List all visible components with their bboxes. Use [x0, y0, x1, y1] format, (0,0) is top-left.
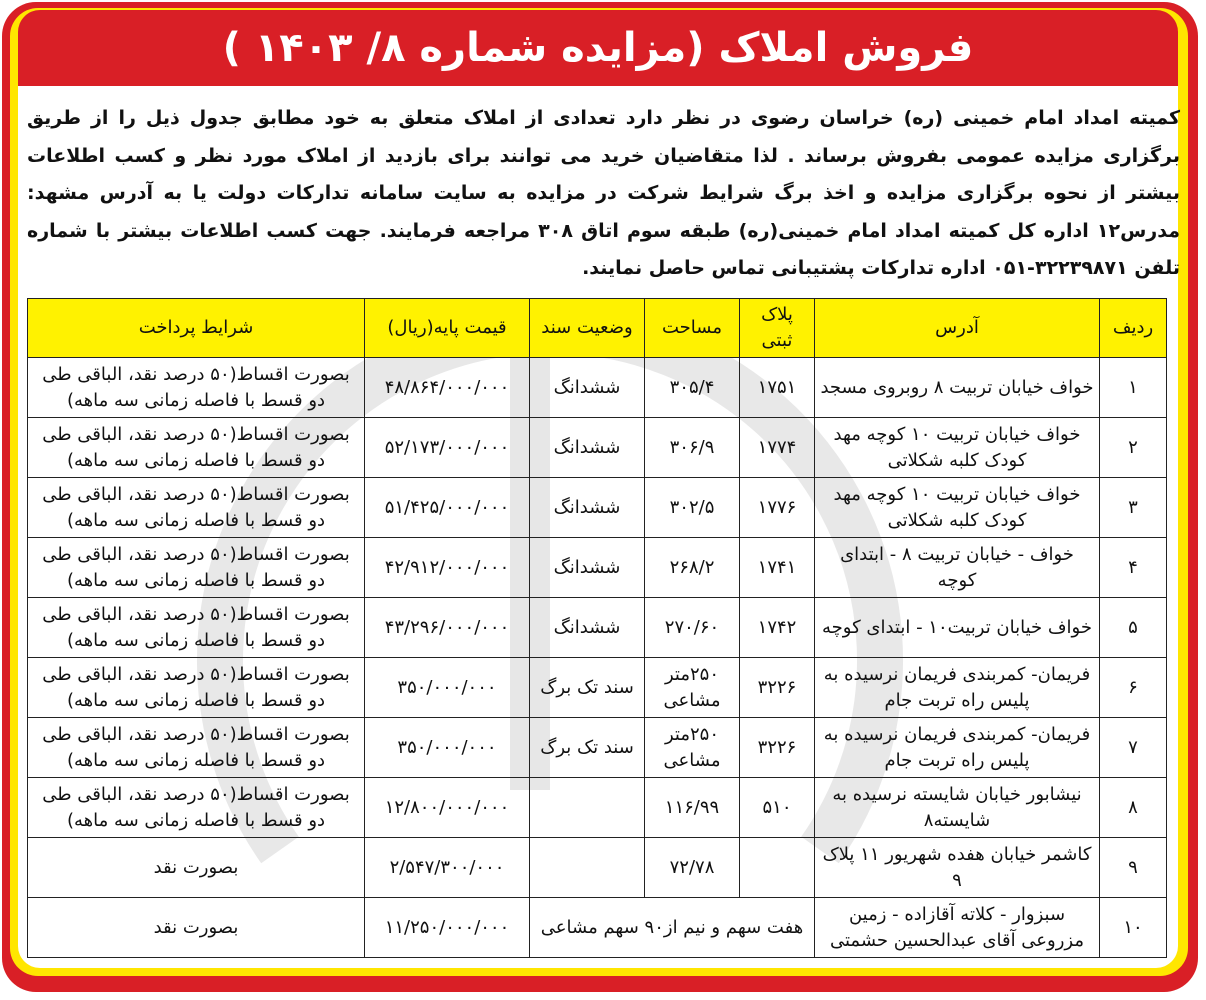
cell-base-price: ۱۱/۲۵۰/۰۰۰/۰۰۰	[365, 898, 530, 958]
cell-row-number: ۱	[1100, 358, 1167, 418]
header-base-price: قیمت پایه(ریال)	[365, 299, 530, 358]
cell-base-price: ۵۱/۴۲۵/۰۰۰/۰۰۰	[365, 478, 530, 538]
table-row	[28, 418, 1167, 478]
cell-address: خواف خیابان تربیت ۱۰ کوچه مهد کودک کلبه شکلاتی	[815, 478, 1100, 538]
cell-address: نیشابور خیابان شایسته نرسیده به شایسته۸	[815, 778, 1100, 838]
cell-base-price: ۱۲/۸۰۰/۰۰۰/۰۰۰	[365, 778, 530, 838]
cell-doc-status: ششدانگ	[530, 598, 645, 658]
table-row	[28, 718, 1167, 778]
title-banner	[18, 10, 1178, 86]
cell-plak: ۳۲۲۶	[740, 658, 815, 718]
cell-base-price: ۲/۵۴۷/۳۰۰/۰۰۰	[365, 838, 530, 898]
cell-address: خواف خیابان تربیت ۱۰ کوچه مهد کودک کلبه شکلاتی	[815, 418, 1100, 478]
cell-doc-status: ششدانگ	[530, 358, 645, 418]
page-title: فروش املاک (مزایده شماره ۸/ ۱۴۰۳ )	[222, 25, 974, 71]
cell-plak: ۳۲۲۶	[740, 718, 815, 778]
table-row	[28, 538, 1167, 598]
cell-address: خواف خیابان تربیت۱۰ - ابتدای کوچه	[815, 598, 1100, 658]
cell-doc-status: سند تک برگ	[530, 718, 645, 778]
cell-base-price: ۳۵۰/۰۰۰/۰۰۰	[365, 718, 530, 778]
table-row	[28, 358, 1167, 418]
merged-cell: هفت سهم و نیم از۹۰ سهم مشاعی	[530, 898, 815, 958]
cell-address: فریمان- کمربندی فریمان نرسیده به پلیس راه تربت جام	[815, 658, 1100, 718]
cell-doc-status: ششدانگ	[530, 538, 645, 598]
cell-area: ۱۱۶/۹۹	[645, 778, 740, 838]
table-row	[28, 478, 1167, 538]
cell-doc-status: ششدانگ	[530, 418, 645, 478]
properties-table	[27, 298, 1167, 958]
header-plak: پلاک ثبتی	[740, 299, 815, 358]
cell-payment-terms: بصورت اقساط(۵۰ درصد نقد، الباقی طی دو قسط با فاصله زمانی سه ماهه)	[28, 538, 365, 598]
cell-payment-terms: بصورت اقساط(۵۰ درصد نقد، الباقی طی دو قسط با فاصله زمانی سه ماهه)	[28, 598, 365, 658]
cell-payment-terms: بصورت اقساط(۵۰ درصد نقد، الباقی طی دو قسط با فاصله زمانی سه ماهه)	[28, 778, 365, 838]
cell-doc-status	[530, 778, 645, 838]
cell-area: ۳۰۶/۹	[645, 418, 740, 478]
cell-doc-status: سند تک برگ	[530, 658, 645, 718]
intro-paragraph: کمیته امداد امام خمینی (ره) خراسان رضوی در نظر دارد تعدادی از املاک متعلق به خود مطابق جدول ذیل را از طریق برگزاری مزایده عمومی بفروش برساند . لذا متقاضیان خرید می توانند برای بازدید از املاک مورد نظر و کسب اطلاعات بیشتر از نحوه برگزاری مزایده و اخذ برگ شرایط شرکت در مزایده به سایت سامانه تدارکات دولت یا به آدرس مشهد: مدرس۱۲ اداره کل کمیته امداد امام خمینی(ره) طبقه سوم اتاق ۳۰۸ مراجعه فرمایند. جهت کسب اطلاعات بیشتر با شماره تلفن ۳۲۲۳۹۸۷۱-۰۵۱ اداره تدارکات پشتیبانی تماس حاصل نمایند.	[27, 107, 1180, 279]
cell-payment-terms: بصورت اقساط(۵۰ درصد نقد، الباقی طی دو قسط با فاصله زمانی سه ماهه)	[28, 358, 365, 418]
cell-row-number: ۶	[1100, 658, 1167, 718]
cell-plak: ۱۷۵۱	[740, 358, 815, 418]
cell-payment-terms: بصورت اقساط(۵۰ درصد نقد، الباقی طی دو قسط با فاصله زمانی سه ماهه)	[28, 418, 365, 478]
cell-plak: ۱۷۷۶	[740, 478, 815, 538]
cell-address: کاشمر خیابان هفده شهریور ۱۱ پلاک ۹	[815, 838, 1100, 898]
cell-area: ۷۲/۷۸	[645, 838, 740, 898]
cell-row-number: ۱۰	[1100, 898, 1167, 958]
cell-row-number: ۴	[1100, 538, 1167, 598]
cell-payment-terms: بصورت اقساط(۵۰ درصد نقد، الباقی طی دو قسط با فاصله زمانی سه ماهه)	[28, 718, 365, 778]
cell-doc-status: ششدانگ	[530, 478, 645, 538]
cell-plak: ۵۱۰	[740, 778, 815, 838]
cell-plak: ۱۷۴۱	[740, 538, 815, 598]
cell-base-price: ۴۸/۸۶۴/۰۰۰/۰۰۰	[365, 358, 530, 418]
header-doc-status: وضعیت سند	[530, 299, 645, 358]
cell-area: ۲۵۰متر مشاعی	[645, 718, 740, 778]
table-row	[28, 598, 1167, 658]
cell-row-number: ۷	[1100, 718, 1167, 778]
cell-row-number: ۲	[1100, 418, 1167, 478]
table-row	[28, 898, 1167, 958]
cell-area: ۲۷۰/۶۰	[645, 598, 740, 658]
header-address: آدرس	[815, 299, 1100, 358]
table-row	[28, 838, 1167, 898]
cell-address: خواف - خیابان تربیت ۸ - ابتدای کوچه	[815, 538, 1100, 598]
cell-address: خواف خیابان تربیت ۸ روبروی مسجد	[815, 358, 1100, 418]
cell-area: ۲۶۸/۲	[645, 538, 740, 598]
cell-plak	[740, 838, 815, 898]
cell-address: فریمان- کمربندی فریمان نرسیده به پلیس راه تربت جام	[815, 718, 1100, 778]
cell-payment-terms: بصورت اقساط(۵۰ درصد نقد، الباقی طی دو قسط با فاصله زمانی سه ماهه)	[28, 478, 365, 538]
cell-row-number: ۳	[1100, 478, 1167, 538]
cell-row-number: ۹	[1100, 838, 1167, 898]
cell-base-price: ۵۲/۱۷۳/۰۰۰/۰۰۰	[365, 418, 530, 478]
cell-base-price: ۴۳/۲۹۶/۰۰۰/۰۰۰	[365, 598, 530, 658]
table-row	[28, 658, 1167, 718]
cell-plak: ۱۷۷۴	[740, 418, 815, 478]
cell-payment-terms: بصورت نقد	[28, 898, 365, 958]
cell-base-price: ۴۲/۹۱۲/۰۰۰/۰۰۰	[365, 538, 530, 598]
cell-payment-terms: بصورت اقساط(۵۰ درصد نقد، الباقی طی دو قسط با فاصله زمانی سه ماهه)	[28, 658, 365, 718]
cell-payment-terms: بصورت نقد	[28, 838, 365, 898]
cell-doc-status	[530, 838, 645, 898]
cell-row-number: ۵	[1100, 598, 1167, 658]
header-area: مساحت	[645, 299, 740, 358]
header-payment-terms: شرایط پرداخت	[28, 299, 365, 358]
cell-address: سبزوار - کلاته آقازاده - زمین مزروعی آقای عبدالحسین حشمتی	[815, 898, 1100, 958]
header-radif: ردیف	[1100, 299, 1167, 358]
table-header-row	[28, 299, 1167, 358]
cell-area: ۲۵۰متر مشاعی	[645, 658, 740, 718]
table-row	[28, 778, 1167, 838]
cell-area: ۳۰۲/۵	[645, 478, 740, 538]
cell-area: ۳۰۵/۴	[645, 358, 740, 418]
cell-row-number: ۸	[1100, 778, 1167, 838]
cell-base-price: ۳۵۰/۰۰۰/۰۰۰	[365, 658, 530, 718]
cell-plak: ۱۷۴۲	[740, 598, 815, 658]
